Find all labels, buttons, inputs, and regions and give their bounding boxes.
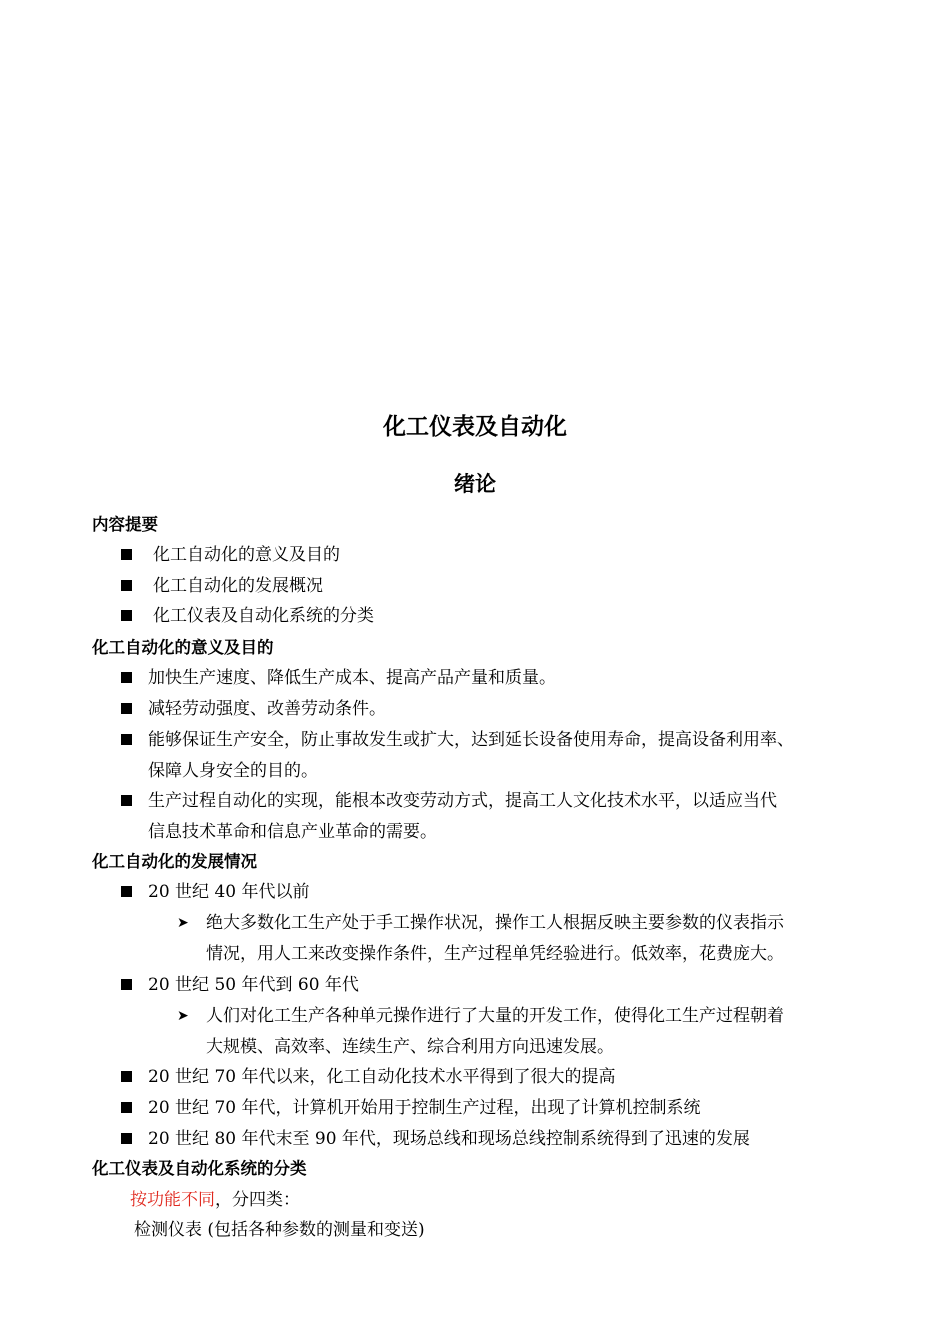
list-item: 20 世纪 70 年代以来，化工自动化技术水平得到了很大的提高 bbox=[148, 1067, 616, 1087]
bullet-square-icon bbox=[121, 1133, 132, 1144]
section-heading-purpose: 化工自动化的意义及目的 bbox=[92, 638, 274, 657]
section-heading-summary: 内容提要 bbox=[92, 515, 158, 534]
classification-item: 检测仪表 (包括各种参数的测量和变送) bbox=[134, 1220, 425, 1240]
sub-list-item-continuation: 情况，用人工来改变操作条件，生产过程单凭经验进行。低效率，花费庞大。 bbox=[206, 944, 784, 964]
bullet-square-icon bbox=[121, 979, 132, 990]
bullet-square-icon bbox=[121, 886, 132, 897]
list-item: 生产过程自动化的实现，能根本改变劳动方式，提高工人文化技术水平，以适应当代 bbox=[148, 791, 777, 811]
section-heading-classification: 化工仪表及自动化系统的分类 bbox=[92, 1159, 307, 1178]
bullet-square-icon bbox=[121, 549, 132, 560]
list-item: 化工仪表及自动化系统的分类 bbox=[153, 606, 374, 626]
list-item: 化工自动化的发展概况 bbox=[153, 576, 323, 596]
bullet-square-icon bbox=[121, 1102, 132, 1113]
bullet-square-icon bbox=[121, 795, 132, 806]
bullet-square-icon bbox=[121, 610, 132, 621]
list-item: 20 世纪 50 年代到 60 年代 bbox=[148, 975, 359, 995]
arrow-bullet-icon: ➤ bbox=[177, 915, 189, 931]
sub-list-item: 绝大多数化工生产处于手工操作状况，操作工人根据反映主要参数的仪表指示 bbox=[206, 913, 784, 933]
bullet-square-icon bbox=[121, 734, 132, 745]
list-item: 能够保证生产安全，防止事故发生或扩大，达到延长设备使用寿命，提高设备利用率、 bbox=[148, 730, 794, 750]
classification-intro bbox=[130, 1189, 300, 1211]
highlight-text: 按功能不同 bbox=[130, 1190, 215, 1210]
intro-rest: ，分四类： bbox=[215, 1190, 300, 1210]
bullet-square-icon bbox=[121, 672, 132, 683]
list-item: 20 世纪 80 年代末至 90 年代，现场总线和现场总线控制系统得到了迅速的发展 bbox=[148, 1129, 750, 1149]
bullet-square-icon bbox=[121, 1071, 132, 1082]
list-item-continuation: 保障人身安全的目的。 bbox=[148, 761, 318, 781]
bullet-square-icon bbox=[121, 703, 132, 714]
bullet-square-icon bbox=[121, 580, 132, 591]
list-item: 20 世纪 40 年代以前 bbox=[148, 882, 310, 902]
list-item: 20 世纪 70 年代，计算机开始用于控制生产过程，出现了计算机控制系统 bbox=[148, 1098, 701, 1118]
sub-list-item-continuation: 大规模、高效率、连续生产、综合利用方向迅速发展。 bbox=[206, 1037, 614, 1057]
section-heading-development: 化工自动化的发展情况 bbox=[92, 852, 257, 871]
arrow-bullet-icon: ➤ bbox=[177, 1008, 189, 1024]
list-item: 化工自动化的意义及目的 bbox=[153, 545, 340, 565]
list-item-continuation: 信息技术革命和信息产业革命的需要。 bbox=[148, 822, 437, 842]
document-subtitle: 绪论 bbox=[454, 472, 496, 496]
list-item: 减轻劳动强度、改善劳动条件。 bbox=[148, 699, 386, 719]
sub-list-item: 人们对化工生产各种单元操作进行了大量的开发工作，使得化工生产过程朝着 bbox=[206, 1006, 784, 1026]
list-item: 加快生产速度、降低生产成本、提高产品产量和质量。 bbox=[148, 668, 556, 688]
document-title: 化工仪表及自动化 bbox=[383, 414, 567, 440]
